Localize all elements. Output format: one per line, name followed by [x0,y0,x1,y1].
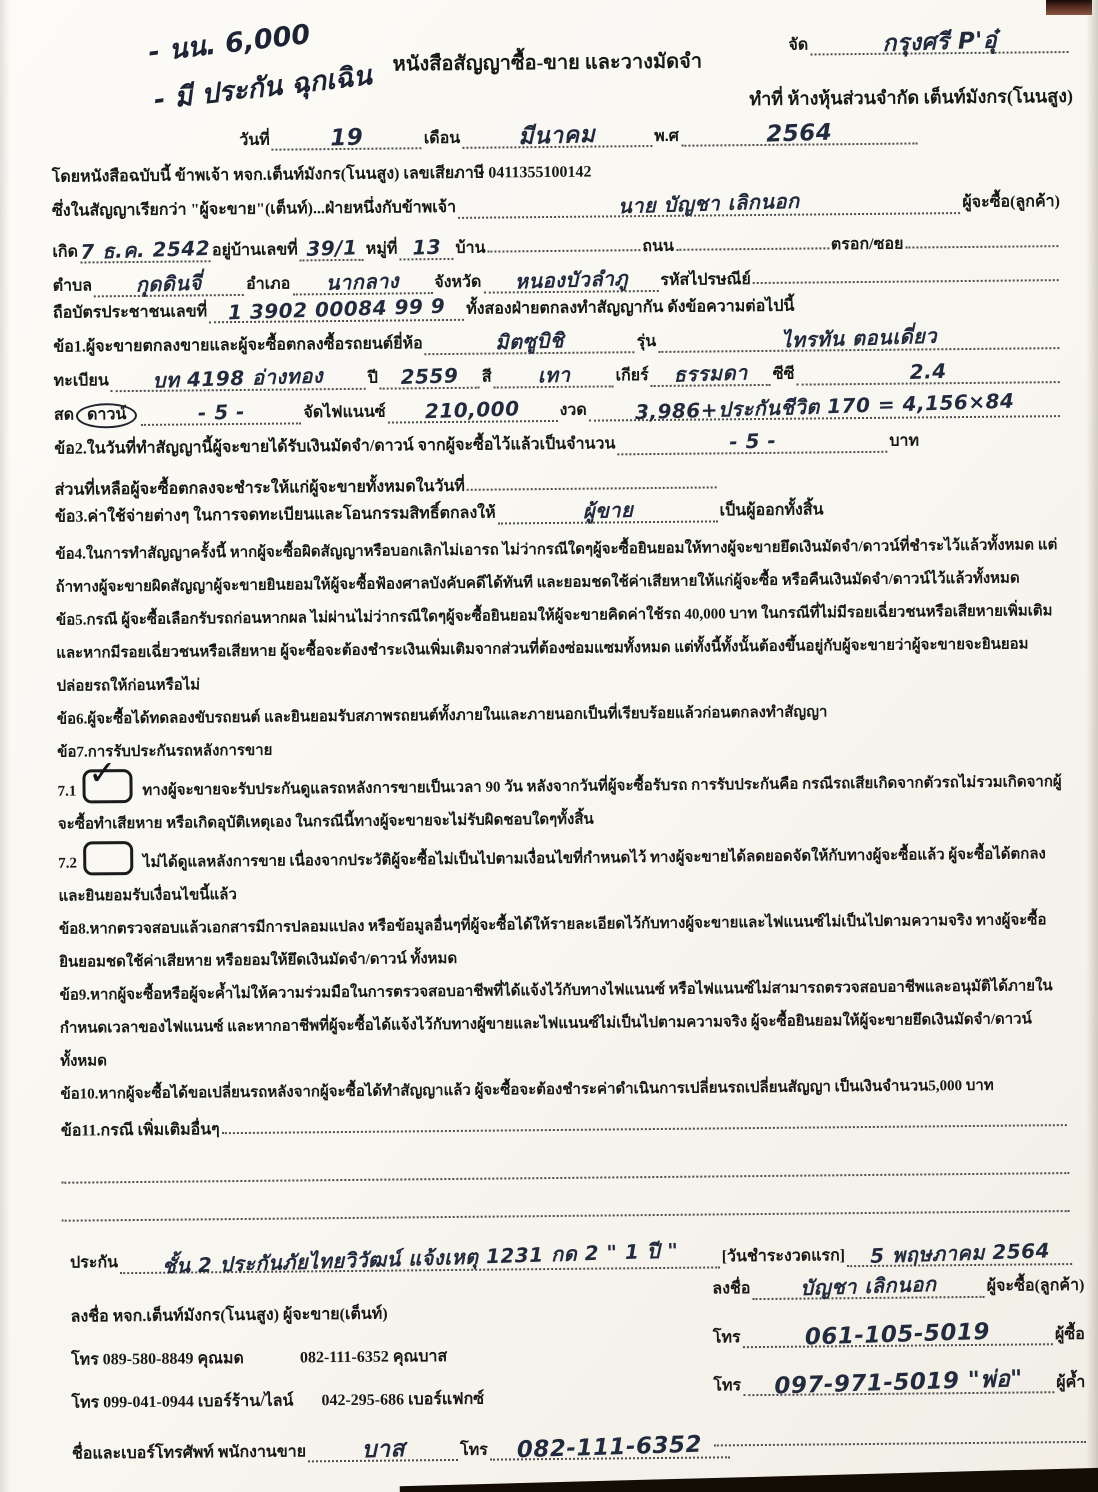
payer-handwriting: ผู้ขาย [582,497,634,524]
month-label: เดือน [423,129,461,148]
moo-label: หมู่ที่ [365,240,398,258]
id-label: ถือบัตรประชาชนเลขที่ [52,303,208,322]
color-label: สี [481,368,492,386]
first-payment-handwriting: 5 พฤษภาคม 2564 [869,1238,1050,1268]
village-fill [487,227,640,252]
installment-fill [589,388,1060,425]
installment-value-handwriting: 3,986+ประกันชีวิต 170 = 4,156×84 [634,388,1015,425]
brand-handwriting: มิตซูบิชิ [495,328,565,355]
car-year-fill [380,365,480,390]
clause3-suffix: เป็นผู้ออกทั้งสิ้น [719,501,824,520]
right-edge-shadow [1086,0,1098,1492]
cc-handwriting: 2.4 [909,358,947,384]
clause6-paragraph: ข้อ6.ผู้จะซื้อได้ทดลองขับรถยนต์ และยินยอมรับสภาพรถยนต์ทั้งภายในและภายนอกเป็นที่เรียบร้อยแล้วก่อนตกลงทำสัญญา [56,704,828,728]
clause1-label: ข้อ1.ผู้จะขายตกลงขายและผู้จะซื้อตกลงซื้อรถยนต์ยี่ห้อ [53,335,423,356]
seller-phone-3: โทร 099-041-0944 เบอร์ร้าน/ไลน์ [71,1392,294,1412]
buyer-tel-role: ผู้ซื้อ [1054,1325,1085,1344]
warranty-checkbox-checked[interactable] [82,753,132,803]
car-year-label: ปี [367,369,378,387]
model-handwriting: ไทรทัน ตอนเดี่ยว [780,323,937,353]
soi-label: ตรอก/ซอย [830,235,904,254]
intro-seller-text: โดยหนังสือฉบับนี้ ข้าพเจ้า หจก.เต็นท์มังกร(โนนสูง) เลขเสียภาษี 0411355100142 [51,163,592,186]
reg-label: ทะเบียน [53,372,109,390]
buyer-sign-role: ผู้จะซื้อ(ลูกค้า) [986,1276,1085,1295]
reg-fill [111,363,366,393]
buyer-name-fill [458,190,960,219]
soi-fill [905,223,1058,248]
agree-text: ทั้งสองฝ่ายตกลงทำสัญญากัน ดังข้อความต่อไปนี้ [466,297,795,318]
moo-fill [399,236,453,261]
arrange-fill [810,27,1068,58]
arrange-label: จัด [788,36,809,54]
buyer-sign-line [712,1273,1084,1321]
clause8-paragraph: ข้อ8.หากตรวจสอบแล้วเอกสารมีการปลอมแปลง หรือข้อมูลอื่นๆที่ผู้จะซื้อได้ให้รายละเอียดไว้กับทางผู้จะขายและไฟแนนซ์ไม่เป็นไปตามความจริง ทางผู้จะซื้อยินยอมชดใช้ค่าเสียหาย หรือยอมให้ยึดเงินมัดจำ/ดาวน์ ทั้งหมด [58,912,1047,971]
reg-handwriting: บท 4198 อ่างทอง [152,363,324,393]
salesperson-name-handwriting: บาส [361,1436,406,1464]
clause3-prefix: ข้อ3.ค่าใช้จ่ายต่างๆ ในการจดทะเบียนและโอนกรรมสิทธิ์ตกลงให้ [54,504,496,526]
cc-fill [796,359,1059,386]
left-edge-shadow [0,0,10,1492]
month-fill [462,123,652,149]
first-payment-fill [847,1238,1072,1268]
clause5-paragraph: ข้อ5.กรณี ผู้จะซื้อเลือกรับรถก่อนหากผล ไม่ผ่านไม่ว่ากรณีใดๆผู้จะซื้อยินยอมให้ผู้จะขายคิดค่าใช้รถ 40,000 บาท ในกรณีที่ไม่มีรอยเฉี่ยวชนหรือเสียหายเพิ่มเติม และหากมีรอยเฉี่ยวชนหรือเสียหาย ผู้จะซื้อจะต้องชำระเงินเพิ่มเติมจากส่วนที่ต้องซ่อมแซมทั้งหมด แต่ทั้งนี้ทั้งนั้นต้องขึ้นอยู่กับผู้จะขายว่าผู้จะขายจะยินยอมปล่อยรถให้ก่อนหรือไม่ [55,603,1053,695]
seller-signature-block [71,1299,632,1428]
color-fill [493,363,613,388]
guarantor-tel-handwriting: 097-971-5019 "พ่อ" [774,1365,1024,1400]
contract-body [52,155,1070,1243]
seller-phones-line2 [71,1385,631,1415]
clause2-line2-text: ส่วนที่เหลือผู้จะซื้อตกลงจะชำระให้แก่ผู้จะขายทั้งหมดในวันที่ [54,477,465,499]
down-circled-label: ดาวน์ [76,403,138,429]
cc-label: ซีซี [772,365,795,383]
clause10-paragraph: ข้อ10.หากผู้จะซื้อได้ขอเปลี่ยนรถหลังจากผู้จะซื้อได้ทำสัญญาแล้ว ผู้จะซื้อจะต้องชำระค่าดำเนินการเปลี่ยนรถเปลี่ยนสัญญา เป็นเงินจำนวน5,000 บาท [60,1077,994,1103]
no-warranty-checkbox-unchecked[interactable] [83,841,133,875]
province-fill [483,268,658,294]
amphoe-label: อำเภอ [245,275,291,293]
arrange-value-handwriting: กรุงศรี P'อุ๋ [881,27,998,58]
clause7-item1-text: ทางผู้จะขายจะรับประกันดูแลรถหลังการขายเป็นเวลา 90 วัน หลังจากวันที่ผู้จะซื้อรับรถ การรับประกันคือ กรณีรถเสียเกิดจากตัวรถไม่รวมเกิดจากผู้จะซื้อทำเสียหาย หรือเกิดอุบัติเหตุเอง ในกรณีนี้ทางผู้จะขายจะไม่รับผิดชอบใดๆทั้งสิ้น [57,774,1062,833]
seller-phone-1: โทร 089-580-8849 คุณมด [70,1349,244,1369]
id-number-handwriting: 1 3902 00084 99 9 [227,293,446,325]
installment-label: งวด [559,401,587,419]
village-label: บ้าน [455,239,486,257]
tambon-fill [94,272,244,297]
pay-date-fill [467,464,717,490]
buyer-name-handwriting: นาย บัญชา เลิกนอก [618,188,801,219]
seller-phone-4: 042-295-686 เบอร์แฟกซ์ [321,1390,485,1410]
buyer-signature-handwriting: บัญชา เลิกนอก [800,1271,937,1301]
moo-handwriting: 13 [411,234,442,260]
gear-handwriting: ธรรมดา [673,360,749,387]
birth-fill [79,235,211,264]
id-fill [209,293,464,325]
insurance-value-handwriting: ชั้น 2 ประกันภัยไทยวิวัฒน์ แจ้งเหตุ 1231 กด 2 " 1 ปี " [161,1238,679,1279]
guarantor-tel-fill [743,1365,1054,1400]
made-at-line: ทำที่ ห้างหุ้นส่วนจำกัด เต็นท์มังกร(โนนสูง) [749,85,1074,110]
clause4-paragraph: ข้อ4.ในการทำสัญญาครั้งนี้ หากผู้จะซื้อผิดสัญญาหรือบอกเลิกไม่เอารถ ไม่ว่ากรณีใดๆผู้จะซื้อยินยอมให้ทางผู้จะขายยึดเงินมัดจำ/ดาวน์ที่ชำระไว้แล้วทั้งหมด แต่ถ้าทางผู้จะขายผิดสัญญาผู้จะขายยินยอมให้ผู้จะซื้อฟ้องศาลบังคับคดีได้ทันที และยอมชดใช้ค่าเสียหายให้แก่ผู้จะซื้อ หรือคืนเงินมัดจำ/ดาวน์ไว้แล้วทั้งหมด [55,537,1058,596]
buyer-tel-fill [742,1318,1053,1351]
buyer-signature-block [712,1273,1086,1447]
first-payment-label: [วันชำระงวดแรก] [721,1247,846,1266]
car-year-handwriting: 2559 [400,363,460,390]
amphoe-fill [292,270,432,295]
model-label: รุ่น [636,332,657,351]
salesperson-label: ชื่อและเบอร์โทรศัพท์ พนักงานขาย [71,1443,307,1463]
tambon-label: ตำบล [52,277,93,295]
clause7-item2 [58,832,1067,914]
salesperson-name-fill [308,1437,458,1462]
page-title: หนังสือสัญญาซื้อ-ขาย และวางมัดจำ [392,50,703,76]
buyer-role-label: ผู้จะซื้อ(ลูกค้า) [962,193,1061,212]
insurance-fill [120,1238,720,1279]
finance-fill [387,398,557,424]
check-icon: ✓ [87,753,117,794]
brand-fill [425,329,635,355]
buyer-sign-label: ลงชื่อ [712,1280,751,1298]
finance-arranged-line [788,29,1070,58]
date-line [239,120,919,161]
postcode-label: รหัสไปรษณีย์ [660,271,751,289]
postcode-fill [753,257,1059,284]
clause7-item2-number: 7.2 [58,855,78,872]
guarantor-tel-line [713,1365,1086,1417]
clause11-label: ข้อ11.กรณี เพิ่มเติมอื่นๆ [60,1121,220,1140]
note-weight: - นน. 6,000 [146,18,312,69]
date-day-fill [272,125,422,150]
birth-value-handwriting: 7 ธ.ค. 2542 [79,235,211,264]
buyer-tel-line [712,1318,1085,1369]
seller-sign-text: ลงชื่อ หจก.เต็นท์มังกร(โนนสูง) ผู้จะขาย(เต็นท์) [70,1305,388,1326]
date-day-handwriting: 19 [329,124,364,152]
guarantor-role: ผู้ค้ำ [1056,1373,1086,1392]
house-no-handwriting: 39/1 [305,235,358,261]
province-label: จังหวัด [434,273,482,292]
year-handwriting: 2564 [765,119,833,148]
model-fill [658,325,1059,353]
handwritten-notes [146,5,374,125]
clause7-item1-number: 7.1 [57,783,77,800]
seller-sign-line [71,1299,631,1329]
gear-label: เกียร์ [615,367,649,385]
clause7-heading: ข้อ7.การรับประกันรถหลังการขาย [57,742,273,761]
road-label: ถนน [642,237,675,256]
note-insurance: - มี ประกัน ฉุกเฉิน [152,60,374,117]
seller-phones-line1 [71,1342,631,1372]
road-fill [676,225,829,250]
clause9-paragraph: ข้อ9.หากผู้จะซื้อหรือผู้จะค้ำไม่ให้ความร่วมมือในการตรวจสอบอาชีพที่ได้แจ้งไว้กับทางไฟแนนซ์ หรือไฟแนนซ์ไม่สามารถตรวจสอบอาชีพและอนุมัติได้ภายในกำหนดเวลาของไฟแนนซ์ และหากอาชีพที่ผู้จะซื้อได้แจ้งไว้กับทางผู้ขายและไฟแนนซ์ไม่เป็นไปตามความจริง ผู้จะซื้อยินยอมให้ผู้จะขายยึดเงินมัดจำ/ดาวน์ทั้งหมด [59,978,1053,1070]
insurance-label: ประกัน [70,1254,119,1272]
finance-value-handwriting: 210,000 [424,396,521,424]
payer-fill [497,498,717,524]
guarantor-tel-label: โทร [713,1377,742,1395]
baht-label: บาท [889,432,920,450]
clause7-item1 [57,753,1066,842]
era-label: พ.ศ [654,127,679,145]
deposit-amount-fill [617,429,887,456]
salesperson-tel-label: โทร [460,1441,488,1459]
salesperson-line [72,1433,872,1475]
buyer-tel-handwriting: 061-105-5019 [804,1318,991,1351]
finance-label: จัดไฟแนนซ์ [303,403,386,422]
year-fill [681,120,918,146]
salesperson-tel-fill [490,1431,730,1464]
buyer-sign-fill [752,1271,984,1301]
amphoe-handwriting: นากลาง [325,268,400,295]
birth-label: เกิด [52,243,79,261]
clause7-item2-text: ไม่ได้ดูแลหลังการขาย เนื่องจากประวัติผู้จะซื้อไม่เป็นไปตามเงื่อนไขที่กำหนดไว้ ทางผู้จะขายได้ลดยอดจัดให้กับทางผู้จะซื้อแล้ว ผู้จะซื้อได้ตกลงและยินยอมรับเงื่อนไขนี้แล้ว [58,846,1046,905]
clause2-text: ข้อ2.ในวันที่ทำสัญญานี้ผู้จะขายได้รับเงินมัดจำ/ดาวน์ จากผู้จะซื้อไว้แล้วเป็นจำนวน [54,435,616,458]
salesperson-tel-handwriting: 082-111-6352 [516,1431,703,1464]
buyer-tel-label: โทร [712,1329,741,1347]
deposit-amount-handwriting: - 5 - [728,428,777,454]
down-fill [141,400,301,426]
called-label: ซึ่งในสัญญาเรียกว่า "ผู้จะขาย"(เต็นท์)...ฝ่ายหนึ่งกับข้าพเจ้า [51,198,457,220]
date-label: วันที่ [239,131,270,149]
month-handwriting: มีนาคม [518,121,596,151]
color-handwriting: เทา [536,362,571,388]
house-no-fill [300,237,364,262]
down-value-handwriting: - 5 - [197,399,246,425]
seller-phone-2: 082-111-6352 คุณบาส [299,1348,448,1367]
province-handwriting: หนองบัวลำภู [513,266,628,294]
house-label: อยู่บ้านเลขที่ [211,241,298,260]
gear-fill [651,362,771,387]
tambon-handwriting: กุดดินจี่ [135,270,203,297]
cash-label: สด [53,406,75,424]
